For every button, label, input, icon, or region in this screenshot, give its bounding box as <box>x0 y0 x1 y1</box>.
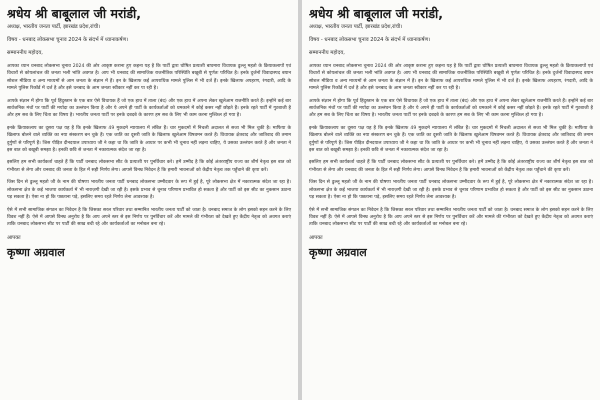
paragraph-5: जिस दिन से ढुल्लू महतो जी के नाम की घोषणा भारतीय जनता पार्टी धनबाद लोकसभा उम्मीदवार के रूप में हुई है, पूरे लोकसभा क्षेत्र में नकारात्मक संदेश जा रहा है। लोकसभा क्षेत्र के कई भाजपा कार्यकर्ता में भी नाराज़गी देखी जा रही है। इसके प्रभाव से चुनाव परिणाम प्रभावित हो सकता है और पार्टी को इस सीट का नुकसान उठाना पड़ सकता है। ऐसा ना हो कि पछताना पड़े, इसलिए समय रहते निर्णय लेना आवश्यक है। <box>309 180 593 201</box>
paragraph-6: ऐसे में सभी सामाजिक संगठन का निवेदन है कि जिसका सरल परिवार तथा सम्मानित भारतीय जनता पार्टी को जाता है। धनबाद समाज के लोग इसको सहन करने के लिए विवश नहीं हैं। ऐसे में आपसे विनम्र अनुरोध है कि आप अपने स्तर से इस निर्णय पर पुनर्विचार करें और मामले की गंभीरता को देखते हुए केंद्रीय नेतृत्व को अवगत कराएं ताकि धनबाद लोकसभा सीट पर पार्टी की साख बची रहे और कार्यकर्ताओं का मनोबल बना रहे। <box>7 207 291 228</box>
recipient-address: अध्यक्ष, भारतीय जनता पार्टी, झारखंड प्रदेश,रांची। <box>309 24 403 30</box>
paragraph-6: ऐसे में सभी सामाजिक संगठन का निवेदन है कि जिसका सरल परिवार तथा सम्मानित भारतीय जनता पार्टी को जाता है। धनबाद समाज के लोग इसको सहन करने के लिए विवश नहीं हैं। ऐसे में आपसे विनम्र अनुरोध है कि आप अपने स्तर से इस निर्णय पर पुनर्विचार करें और मामले की गंभीरता को देखते हुए केंद्रीय नेतृत्व को अवगत कराएं ताकि धनबाद लोकसभा सीट पर पार्टी की साख बची रहे और कार्यकर्ताओं का मनोबल बना रहे। <box>309 207 593 228</box>
letter-subject: विषय - धनबाद लोकसभा चुनाव 2024 के संदर्भ में ध्यानाकर्षण। <box>309 37 431 43</box>
recipient-address: अध्यक्ष, भारतीय जनता पार्टी, झारखंड प्रदेश,रांची। <box>7 24 101 30</box>
closing: आपका <box>7 234 21 241</box>
greeting: सम्माननीय महोदय, <box>7 50 43 56</box>
closing: आपका <box>309 234 323 241</box>
letter-subject: विषय - धनबाद लोकसभा चुनाव 2024 के संदर्भ में ध्यानाकर्षण। <box>7 37 129 43</box>
paragraph-1: आपका ध्यान धनबाद लोकसभा चुनाव 2024 की ओर आकृष्ट कराना हुए कहना यह है कि पार्टी द्वारा घोषित प्रत्याशी बाघमारा विधायक ढुल्लू महतो के क्रियाकलापों एवं विचारों से कोयलांचल की जनता भली भांति अवगत है। आप भी धनबाद की सामाजिक राजनीतिक परिस्थिति बखूबी से पूर्णतः परिचित है। इनके दुर्जनों विवादास्पद बयान सोशल मीडिया व अन्य माध्यमों से आम जनता के संज्ञान में हैं। इन के खिलाफ कई आपराधिक मामले पुलिस में भी दर्ज हैं। इनके खिलाफ अपहरण, रंगदारी, आदि के मामले पुलिस रिकॉर्ड में दर्ज है और इसे धनबाद के आम जनता स्वीकार नहीं कर पा रही है। <box>7 64 291 92</box>
paragraph-5: जिस दिन से ढुल्लू महतो जी के नाम की घोषणा भारतीय जनता पार्टी धनबाद लोकसभा उम्मीदवार के रूप में हुई है, पूरे लोकसभा क्षेत्र में नकारात्मक संदेश जा रहा है। लोकसभा क्षेत्र के कई भाजपा कार्यकर्ता में भी नाराज़गी देखी जा रही है। इसके प्रभाव से चुनाव परिणाम प्रभावित हो सकता है और पार्टी को इस सीट का नुकसान उठाना पड़ सकता है। ऐसा ना हो कि पछताना पड़े, इसलिए समय रहते निर्णय लेना आवश्यक है। <box>7 180 291 201</box>
paragraph-3: इनके क्रियाकलाप का दूसरा पक्ष यह है कि इनके खिलाफ 49 मुकदमे न्यायालय में लंबित हैं। चार मुकदमों में निचली अदालत से सजा भी मिल चुकी है। माफिया के खिलाफ बोलने वाले व्यक्ति का नया संस्करण बन चुके हैं। एक जाति का दूसरी जाति के खिलाफ खुलेआम विषवमन करते हैं। विधायक क्षेत्रवाद और जातिवाद की तमाम दुर्गुणों से परिपूर्ण हैं। जिस पीड़ित दीनदयाल उपाध्याय जी ने कहा था कि जाति के आधार पर कभी भी चुनाव नहीं लड़ना चाहिए, ये उसका उल्लंघन करते हैं और जनता ने इस बात को बखूबी समझा है। इनकी छवि से जनता में नकारात्मक संदेश जा रहा है। <box>7 125 291 154</box>
salutation: श्रधेय श्री बाबूलाल जी मरांडी, <box>309 6 443 21</box>
paragraph-1: आपका ध्यान धनबाद लोकसभा चुनाव 2024 की ओर आकृष्ट कराना हुए कहना यह है कि पार्टी द्वारा घोषित प्रत्याशी बाघमारा विधायक ढुल्लू महतो के क्रियाकलापों एवं विचारों से कोयलांचल की जनता भली भांति अवगत है। आप भी धनबाद की सामाजिक राजनीतिक परिस्थिति बखूबी से पूर्णतः परिचित है। इनके दुर्जनों विवादास्पद बयान सोशल मीडिया व अन्य माध्यमों से आम जनता के संज्ञान में हैं। इन के खिलाफ कई आपराधिक मामले पुलिस में भी दर्ज हैं। इनके खिलाफ अपहरण, रंगदारी, आदि के मामले पुलिस रिकॉर्ड में दर्ज है और इसे धनबाद के आम जनता स्वीकार नहीं कर पा रही है। <box>309 64 593 92</box>
paragraph-3: इनके क्रियाकलाप का दूसरा पक्ष यह है कि इनके खिलाफ 49 मुकदमे न्यायालय में लंबित हैं। चार मुकदमों में निचली अदालत से सजा भी मिल चुकी है। माफिया के खिलाफ बोलने वाले व्यक्ति का नया संस्करण बन चुके हैं। एक जाति का दूसरी जाति के खिलाफ खुलेआम विषवमन करते हैं। विधायक क्षेत्रवाद और जातिवाद की तमाम दुर्गुणों से परिपूर्ण हैं। जिस पीड़ित दीनदयाल उपाध्याय जी ने कहा था कि जाति के आधार पर कभी भी चुनाव नहीं लड़ना चाहिए, ये उसका उल्लंघन करते हैं और जनता ने इस बात को बखूबी समझा है। इनकी छवि से जनता में नकारात्मक संदेश जा रहा है। <box>309 125 593 154</box>
paragraph-2: आपके संज्ञान में होगा कि पूर्व हिंदुस्तान के एक बार ऐसे विधायक हैं जो एक हाथ में ताला (बंद) और एक हाथ में अपना लेकर खुलेआम राजनीति करते हैं। इन्होंने कई बार सार्वजनिक मंचों पर पार्टी की मर्यादा का उल्लंघन किया है और ये अपने ही पार्टी के कार्यकर्ताओं को धमकाने में कोई कसर नहीं छोड़ते हैं। इनके रहते पार्टी में गुटबाजी है और हम सब के लिए चिंता का विषय है। भारतीय जनता पार्टी पर इनके दबदबे के कारण हम सब के लिए भी काम करना मुश्किल हो गया है। <box>7 98 291 119</box>
paragraph-2: आपके संज्ञान में होगा कि पूर्व हिंदुस्तान के एक बार ऐसे विधायक हैं जो एक हाथ में ताला (बंद) और एक हाथ में अपना लेकर खुलेआम राजनीति करते हैं। इन्होंने कई बार सार्वजनिक मंचों पर पार्टी की मर्यादा का उल्लंघन किया है और ये अपने ही पार्टी के कार्यकर्ताओं को धमकाने में कोई कसर नहीं छोड़ते हैं। इनके रहते पार्टी में गुटबाजी है और हम सब के लिए चिंता का विषय है। भारतीय जनता पार्टी पर इनके दबदबे के कारण हम सब के लिए भी काम करना मुश्किल हो गया है। <box>309 98 593 119</box>
paragraph-4: इसलिए हम सभी कार्यकर्ता चाहते हैं कि पार्टी धनबाद लोकसभा सीट के प्रत्याशी पर पुनर्विचार करे। हमें उम्मीद है कि कोई अंतरराष्ट्रीय राज्य का शीर्ष नेतृत्व इस बात को गंभीरता से लेगा और धनबाद की जनता के हित में सही निर्णय लेगा। आपसे विनम्र निवेदन है कि हमारी भावनाओं को केंद्रीय नेतृत्व तक पहुँचाने की कृपा करें। <box>7 160 291 173</box>
signature: कृष्णा अग्रवाल <box>309 245 367 259</box>
paragraph-4: इसलिए हम सभी कार्यकर्ता चाहते हैं कि पार्टी धनबाद लोकसभा सीट के प्रत्याशी पर पुनर्विचार करे। हमें उम्मीद है कि कोई अंतरराष्ट्रीय राज्य का शीर्ष नेतृत्व इस बात को गंभीरता से लेगा और धनबाद की जनता के हित में सही निर्णय लेगा। आपसे विनम्र निवेदन है कि हमारी भावनाओं को केंद्रीय नेतृत्व तक पहुँचाने की कृपा करें। <box>309 160 593 173</box>
signature: कृष्णा अग्रवाल <box>7 245 65 259</box>
letter-page-left <box>0 0 298 400</box>
salutation: श्रधेय श्री बाबूलाल जी मरांडी, <box>7 6 141 21</box>
letter-page-right <box>302 0 600 400</box>
greeting: सम्माननीय महोदय, <box>309 50 345 56</box>
